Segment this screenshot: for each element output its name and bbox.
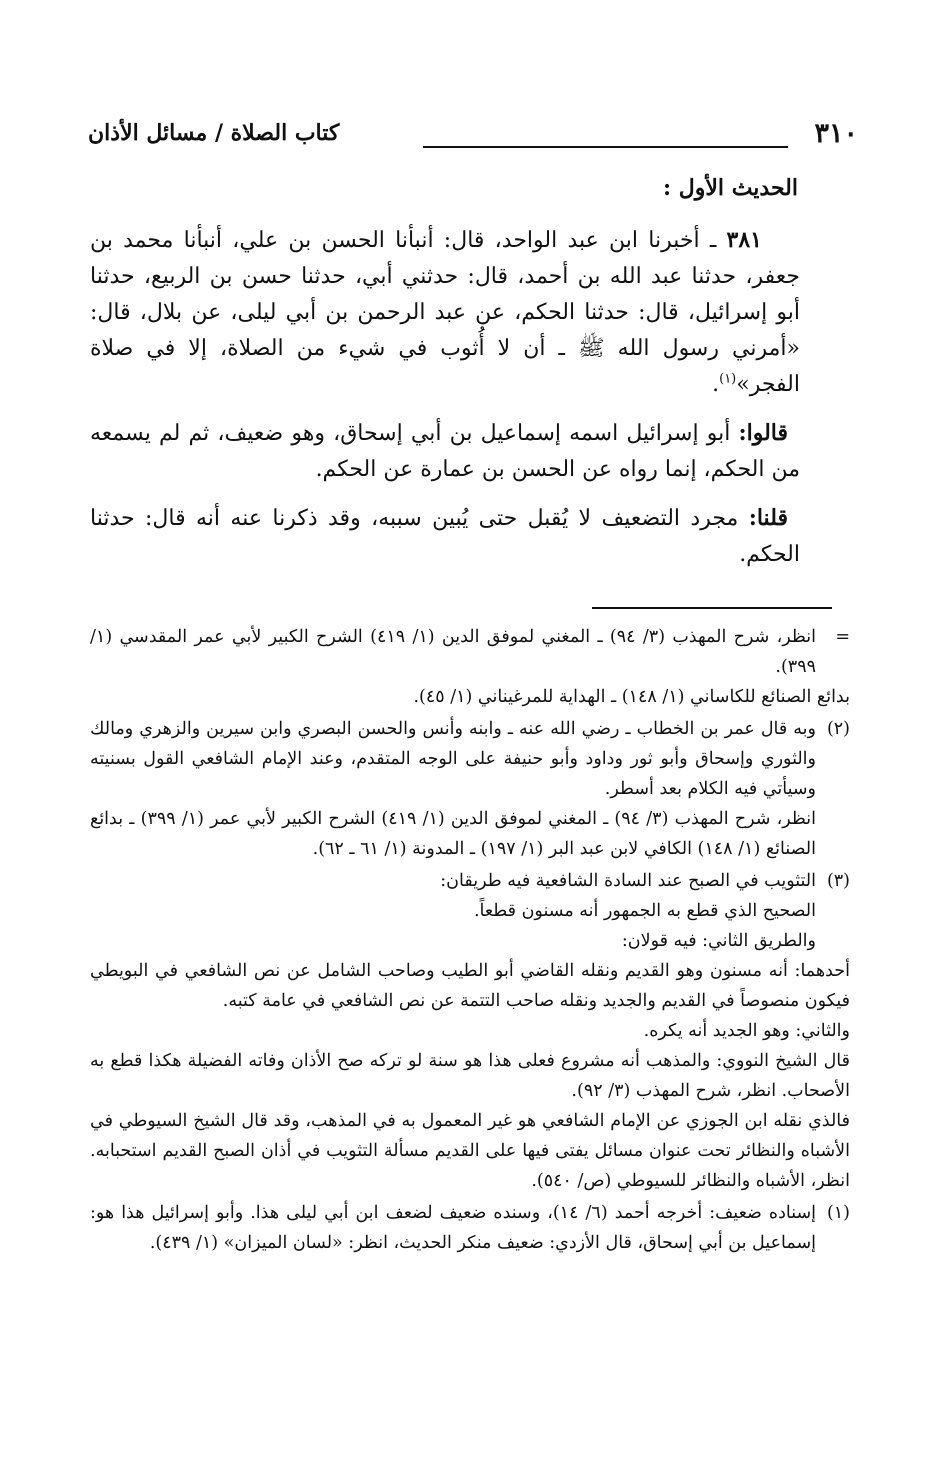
footnote-1 (90, 1198, 850, 1258)
footnote-text: بدائع الصنائع للكاساني (١/ ١٤٨) ـ الهداية للمرغيناني (١/ ٤٥). (413, 687, 850, 707)
footnote-3 (90, 866, 850, 1196)
footnote-text: والثاني: وهو الجديد أنه يكره. (643, 1021, 850, 1041)
footnote-text: إسناده ضعيف: أخرجه أحمد (٦/ ١٤)، وسنده ضعيف لضعف ابن أبي ليلى هذا. وأبو إسرائيل هذا هو: إسماعيل بن أبي إسحاق، قال الأزدي: ضعيف منكر الحديث، انظر: «لسان الميزان» (١/ ٤٣٩). (90, 1203, 816, 1253)
page-header (88, 118, 858, 158)
objection-lead: قالوا: (738, 420, 788, 446)
hadith-end: . (712, 372, 720, 397)
hadith-text: ـ أخبرنا ابن عبد الواحد، قال: أنبأنا الحسن بن علي، أنبأنا محمد بن جعفر، حدثنا عبد الله بن أحمد، قال: حدثني أبي، حدثنا حسن بن الربيع، حدثنا أبو إسرائيل، قال: حدثنا الحكم، عن عبد الرحمن بن أبي ليلى، عن بلال، قال: «أمرني رسول الله ﷺ ـ أن لا أُثوب في شيء من الصلاة، إلا في صلاة الفجر» (90, 228, 800, 397)
footnote-continued (90, 622, 850, 712)
footnote-continuation-mark: = (835, 627, 850, 647)
hadith-paragraph (90, 222, 800, 403)
section-title: الحديث الأول : (663, 175, 798, 201)
main-text (90, 170, 800, 573)
footnote-text: أحدهما: أنه مسنون وهو القديم ونقله القاضي أبو الطيب وصاحب الشامل عن نص الشافعي في البويطي فيكون منصوصاً في القديم والجديد ونقله صاحب التتمة عن نص الشافعي في عامة كتبه. (90, 961, 850, 1011)
objection-paragraph (90, 415, 800, 488)
response-paragraph (90, 500, 800, 573)
footnote-text: التثويب في الصبح عند السادة الشافعية فيه طريقان: (440, 871, 816, 891)
footnote-references: انظر، شرح المهذب (٣/ ٩٤) ـ المغني لموفق الدين (١/ ٤١٩) الشرح الكبير لأبي عمر (١/ ٣٩٩) ـ بدائع الصنائع (١/ ١٤٨) الكافي لابن عبد البر (١/ ١٩٧) ـ المدونة (١/ ٦١ ـ ٦٢). (90, 809, 817, 859)
hadith-number: ٣٨١ (726, 227, 762, 253)
running-title: كتاب الصلاة / مسائل الأذان (88, 120, 340, 146)
header-rule (423, 146, 788, 148)
footnote-text: والطريق الثاني: فيه قولان: (621, 931, 816, 951)
footnote-ref: (١) (719, 371, 737, 387)
footnote-number: (١) (826, 1203, 850, 1223)
footnote-text: قال الشيخ النووي: والمذهب أنه مشروع فعلى هذا هو سنة لو تركه صح الأذان وفاته الفضيلة هكذا قطع به الأصحاب. انظر، شرح المهذب (٣/ ٩٢). (90, 1051, 850, 1101)
footnotes (90, 622, 850, 1260)
footnote-2 (90, 714, 850, 864)
footnote-number: (٣) (826, 871, 850, 891)
page-number: ٣١٠ (814, 118, 858, 149)
footnote-text: وبه قال عمر بن الخطاب ـ رضي الله عنه ـ وابنه وأنس والحسن البصري وابن سيرين والزهري ومالك والثوري وإسحاق وأبو ثور وداود وأبو حنيفة على الوجه المتقدم، وعند الإمام الشافعي القول بسنيته وسيأتي فيه الكلام بعد أسطر. (90, 719, 816, 799)
objection-text: أبو إسرائيل اسمه إسماعيل بن أبي إسحاق، وهو ضعيف، ثم لم يسمعه من الحكم، إنما رواه عن الحسن بن عمارة عن الحكم. (90, 421, 800, 482)
footnote-number: (٢) (826, 719, 850, 739)
footnote-text: انظر، شرح المهذب (٣/ ٩٤) ـ المغني لموفق الدين (١/ ٤١٩) الشرح الكبير لأبي عمر المقدسي (١/ ٣٩٩). (90, 627, 816, 677)
footnote-text: فالذي نقله ابن الجوزي عن الإمام الشافعي هو غير المعمول به في المذهب، وقد قال الشيخ السيوطي في الأشباه والنظائر تحت عنوان مسائل يفتى فيها على القديم مسألة التثويب في أذان الصبح القديم استحبابه. انظر، الأشباه والنظائر للسيوطي (ص/ ٥٤٠). (90, 1111, 850, 1191)
footnote-text: الصحيح الذي قطع به الجمهور أنه مسنون قطعاً. (473, 901, 816, 921)
response-lead: قلنا: (748, 505, 788, 531)
footnote-separator (592, 607, 832, 609)
response-text: مجرد التضعيف لا يُقبل حتى يُبين سببه، وقد ذكرنا عنه أنه قال: حدثنا الحكم. (90, 506, 800, 567)
